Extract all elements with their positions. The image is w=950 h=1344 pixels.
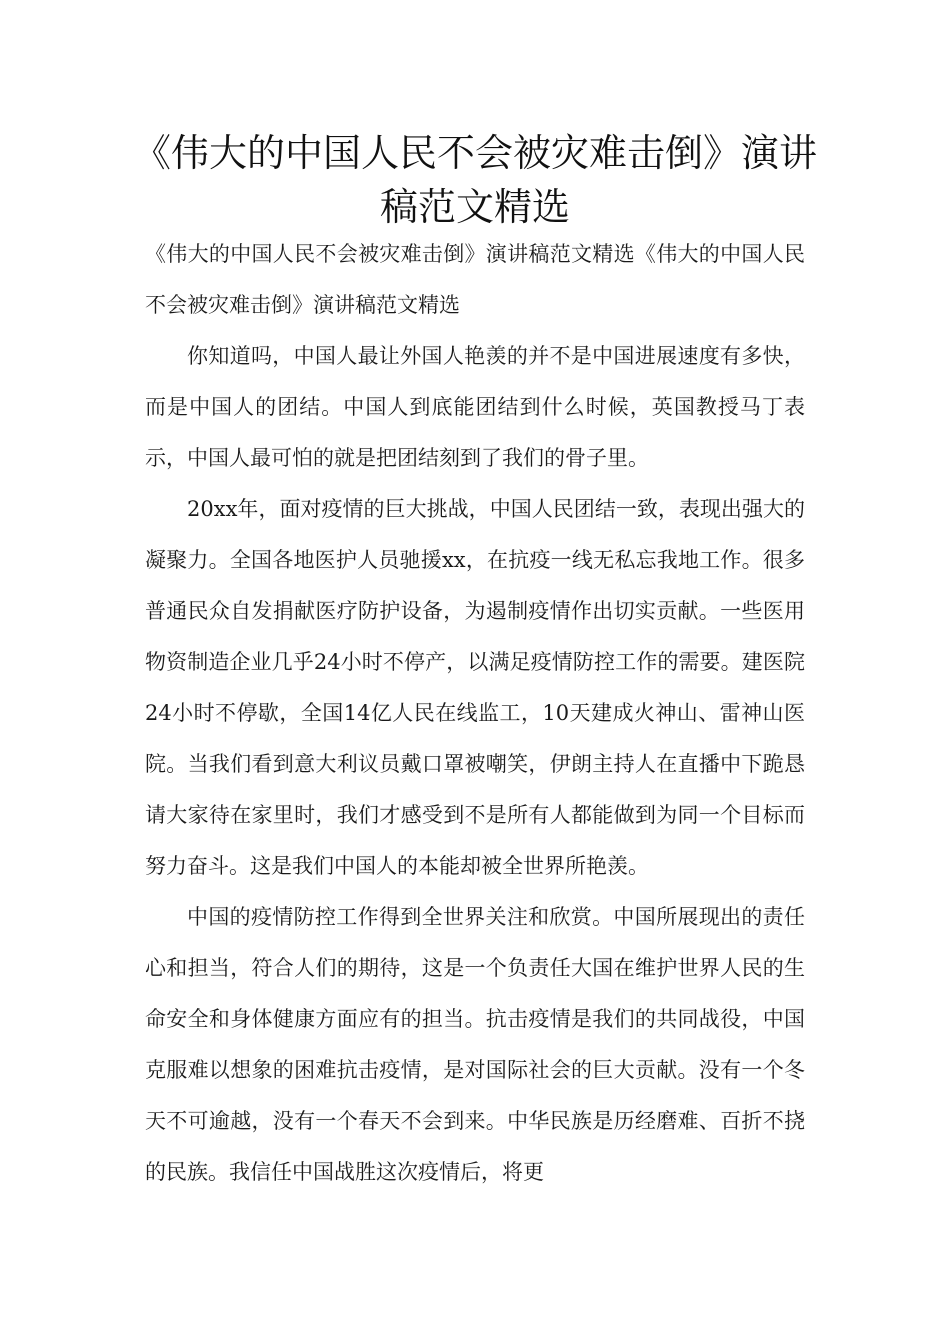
paragraph-responsibility: 中国的疫情防控工作得到全世界关注和欣赏。中国所展现出的责任心和担当，符合人们的期待，这是一个负责任大国在维护世界人民的生命安全和身体健康方面应有的担当。抗击疫情是我们的共同战役，中国克服难以想象的困难抗击疫情，是对国际社会的巨大贡献。没有一个冬天不可逾越，没有一个春天不会到来。中华民族是历经磨难、百折不挠的民族。我信任中国战胜这次疫情后，将更 bbox=[145, 905, 805, 1184]
paragraph-epidemic: 20xx年，面对疫情的巨大挑战，中国人民团结一致，表现出强大的凝聚力。全国各地医护人员驰援xx，在抗疫一线无私忘我地工作。很多普通民众自发捐献医疗防护设备，为遏制疫情作出切实贡献。一些医用物资制造企业几乎24小时不停产，以满足疫情防控工作的需要。建医院24小时不停歇，全国14亿人民在线监工，10天建成火神山、雷神山医院。当我们看到意大利议员戴口罩被嘲笑，伊朗主持人在直播中下跪恳请大家待在家里时，我们才感受到不是所有人都能做到为同一个目标而努力奋斗。这是我们中国人的本能却被全世界所艳羡。 bbox=[145, 497, 805, 878]
document-body bbox=[145, 229, 805, 1198]
document-title: 《伟大的中国人民不会被灾难击倒》演讲稿范文精选 bbox=[132, 131, 817, 229]
paragraph-intro: 《伟大的中国人民不会被灾难击倒》演讲稿范文精选《伟大的中国人民不会被灾难击倒》演讲稿范文精选 bbox=[145, 242, 805, 317]
paragraph-unity: 你知道吗，中国人最让外国人艳羡的并不是中国进展速度有多快，而是中国人的团结。中国人到底能团结到什么时候，英国教授马丁表示，中国人最可怕的就是把团结刻到了我们的骨子里。 bbox=[145, 344, 805, 470]
